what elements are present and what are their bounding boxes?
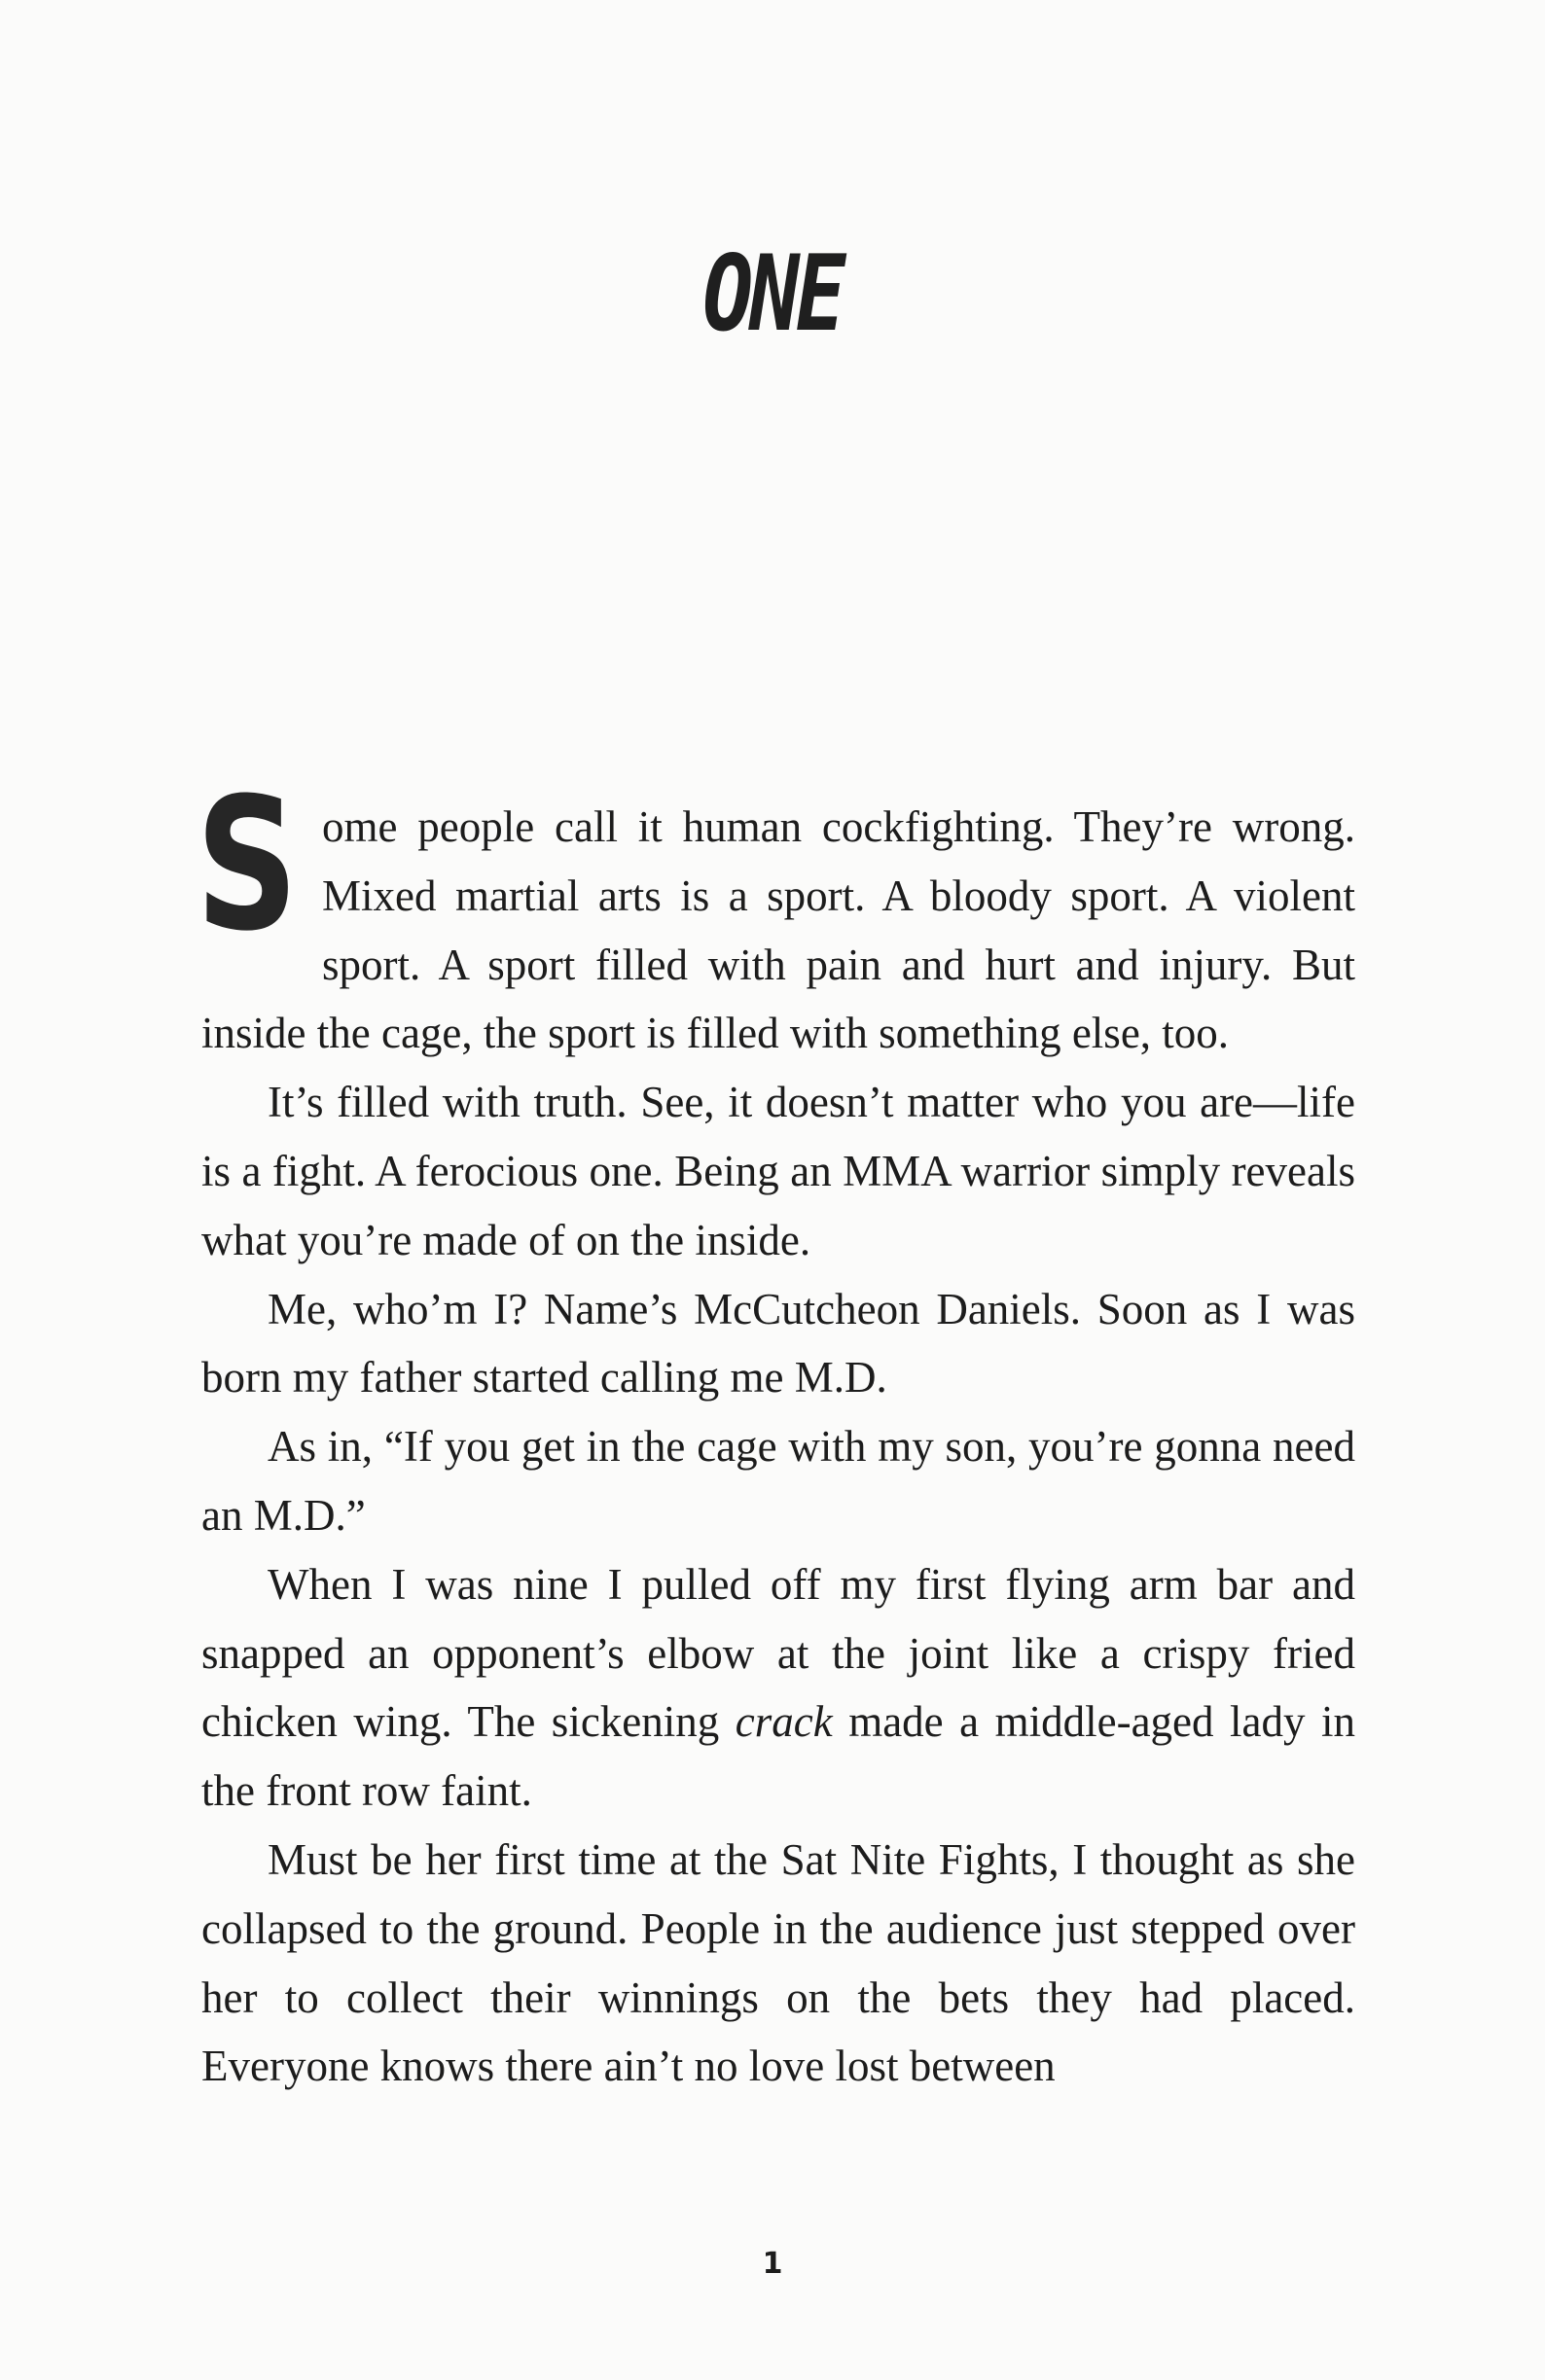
page-number: 1	[762, 2247, 783, 2281]
paragraph-1	[196, 759, 1355, 1068]
paragraph-5	[201, 1550, 1355, 1826]
paragraph-5-text-before: When I was nine I pulled off my first flying arm bar and snapped an opponent’s elbow at the joint like a crispy fried chicken wing. The sickening	[201, 1559, 1355, 1747]
chapter-body	[196, 759, 1355, 2101]
paragraph-2: It’s filled with truth. See, it doesn’t matter who you are—life is a fight. A ferocious one. Being an MMA warrior simply reveals what you’re made of on the inside.	[201, 1078, 1355, 1264]
paragraph-1-text: ome people call it human cockfighting. They’re wrong. Mixed martial arts is a sport. A bloody sport. A violent sport. A sport filled with pain and hurt and injury. But inside the cage, the sport is filled with something else, too.	[201, 802, 1355, 1058]
paragraph-5-text-after: made a middle-aged lady in the front row faint.	[201, 1697, 1355, 1816]
paragraph-3: Me, who’m I? Name’s McCutcheon Daniels. Soon as I was born my father started calling me M.D.	[201, 1284, 1355, 1403]
paragraph-4: As in, “If you get in the cage with my son, you’re gonna need an M.D.”	[201, 1422, 1355, 1540]
chapter-title: ONE	[702, 233, 843, 355]
emphasized-word: crack	[735, 1697, 833, 1747]
paragraph-6: Must be her first time at the Sat Nite Fights, I thought as she collapsed to the ground. People in the audience just stepped over her to collect their winnings on the bets they had placed. Everyone knows there ain’t no love lost between	[201, 1834, 1355, 2091]
drop-cap-letter: S	[196, 759, 299, 972]
